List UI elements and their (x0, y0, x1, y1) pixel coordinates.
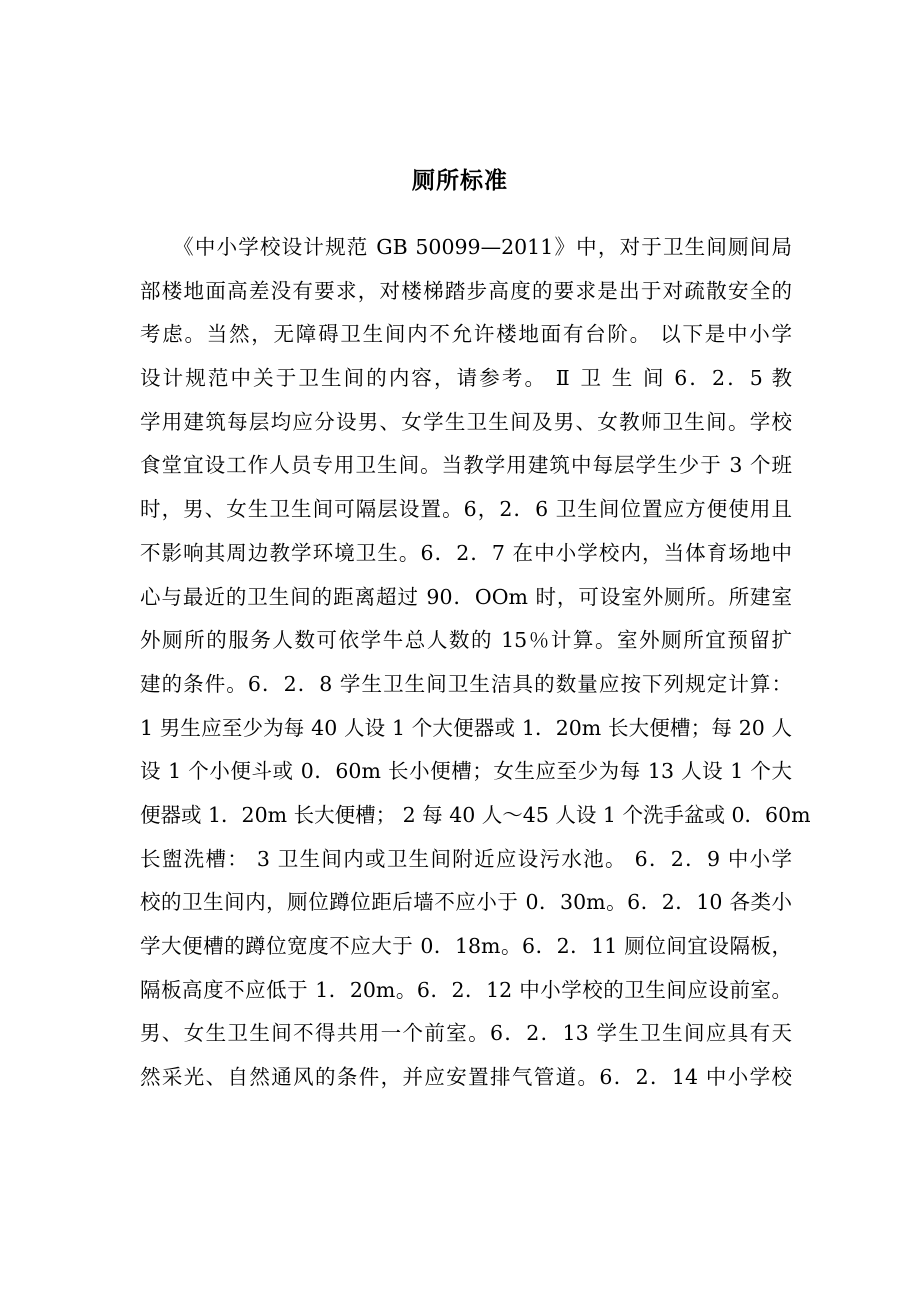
text-line: 时，男、女生卫生间可隔层设置。6，2．6 卫生间位置应方便使用且 (140, 497, 792, 522)
text-line: 学大便槽的蹲位宽度不应大于 0．18m。6．2．11 厕位间宜设隔板， (140, 934, 792, 958)
text-line: 然采光、自然通风的条件，并应安置排气管道。6．2．14 中小学校 (140, 1065, 792, 1090)
text-line: 长盥洗槽： 3 卫生间内或卫生间附近应设污水池。 6．2．9 中小学 (140, 846, 792, 871)
text-line: 《中小学校设计规范 GB 50099—2011》中，对于卫生间厕间局 (140, 235, 792, 259)
text-line: 1 男生应至少为每 40 人设 1 个大便器或 1．20m 长大便槽；每 20 人 (140, 715, 792, 740)
text-line: 设 1 个小便斗或 0．60m 长小便槽；女生应至少为每 13 人设 1 个大 (140, 759, 792, 784)
text-line: 校的卫生间内，厕位蹲位距后墙不应小于 0．30m。6．2．10 各类小 (140, 890, 792, 915)
text-line: 不影响其周边教学环境卫生。6．2．7 在中小学校内，当体育场地中 (140, 540, 792, 565)
text-line: 食堂宜设工作人员专用卫生间。当教学用建筑中每层学生少于 3 个班 (140, 453, 792, 478)
text-line: 部楼地面高差没有要求，对楼梯踏步高度的要求是出于对疏散安全的 (140, 278, 792, 303)
document-title: 厕所标准 (412, 168, 508, 194)
text-line: 男、女生卫生间不得共用一个前室。6．2．13 学生卫生间应具有天 (140, 1021, 792, 1046)
text-line: 外厕所的服务人数可依学牛总人数的 15％计算。室外厕所宜预留扩 (140, 628, 792, 653)
text-line: 考虑。当然，无障碍卫生间内不允许楼地面有台阶。 以下是中小学 (140, 322, 792, 347)
text-line: 便器或 1．20m 长大便槽； 2 每 40 人～45 人设 1 个洗手盆或 0．60m (140, 802, 811, 827)
text-line: 心与最近的卫生间的距离超过 90．OOm 时，可设室外厕所。所建室 (140, 584, 792, 609)
text-line: 建的条件。6．2．8 学生卫生间卫生洁具的数量应按下列规定计算： (140, 671, 792, 696)
text-line: 学用建筑每层均应分设男、女学生卫生间及男、女教师卫生间。学校 (140, 409, 792, 434)
text-line: 设计规范中关于卫生间的内容，请参考。 Ⅱ 卫 生 间 6．2．5 教 (140, 366, 792, 391)
document-body (140, 226, 811, 1100)
text-line: 隔板高度不应低于 1．20m。6．2．12 中小学校的卫生间应设前室。 (140, 977, 792, 1002)
